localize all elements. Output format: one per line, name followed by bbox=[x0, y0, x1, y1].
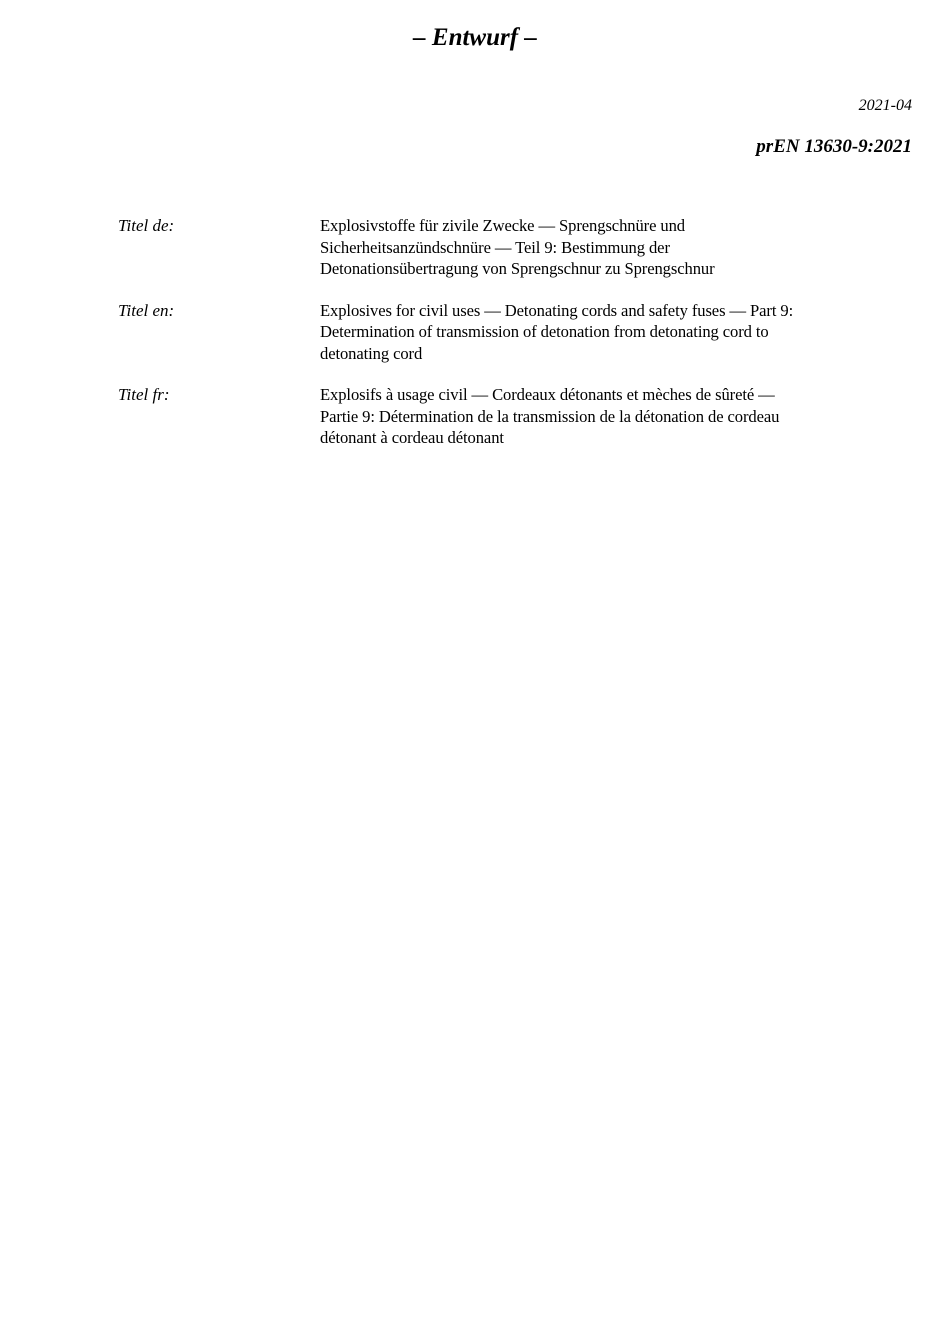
title-line: Explosives for civil uses — Detonating cords and safety fuses — Part 9: bbox=[320, 300, 794, 320]
title-line: Explosivstoffe für zivile Zwecke — Sprengschnüre und bbox=[320, 216, 685, 235]
title-label: Titel en: bbox=[118, 300, 175, 320]
title-line: Partie 9: Détermination de la transmission de la détonation de cordeau bbox=[320, 406, 780, 426]
title-label: Titel de: bbox=[118, 216, 175, 235]
title-text bbox=[320, 384, 908, 449]
draft-label: – Entwurf – bbox=[413, 24, 537, 51]
title-text bbox=[320, 215, 908, 280]
title-line: Sicherheitsanzündschnüre — Teil 9: Bestimmung der bbox=[320, 237, 670, 257]
title-line: Determination of transmission of detonation from detonating cord to bbox=[320, 322, 769, 341]
title-row-de bbox=[118, 215, 908, 280]
document-reference: prEN 13630-9:2021 bbox=[756, 136, 912, 157]
title-row-fr bbox=[118, 384, 908, 449]
titles-table bbox=[118, 215, 908, 469]
title-line: detonating cord bbox=[320, 343, 423, 363]
title-line: Explosifs à usage civil — Cordeaux détonants et mèches de sûreté — bbox=[320, 385, 775, 404]
title-line: détonant à cordeau détonant bbox=[320, 428, 504, 447]
title-row-en bbox=[118, 300, 908, 365]
title-label: Titel fr: bbox=[118, 385, 170, 404]
title-text bbox=[320, 300, 908, 365]
document-date: 2021-04 bbox=[858, 97, 912, 114]
title-line: Detonationsübertragung von Sprengschnur zu Sprengschnur bbox=[320, 259, 715, 278]
